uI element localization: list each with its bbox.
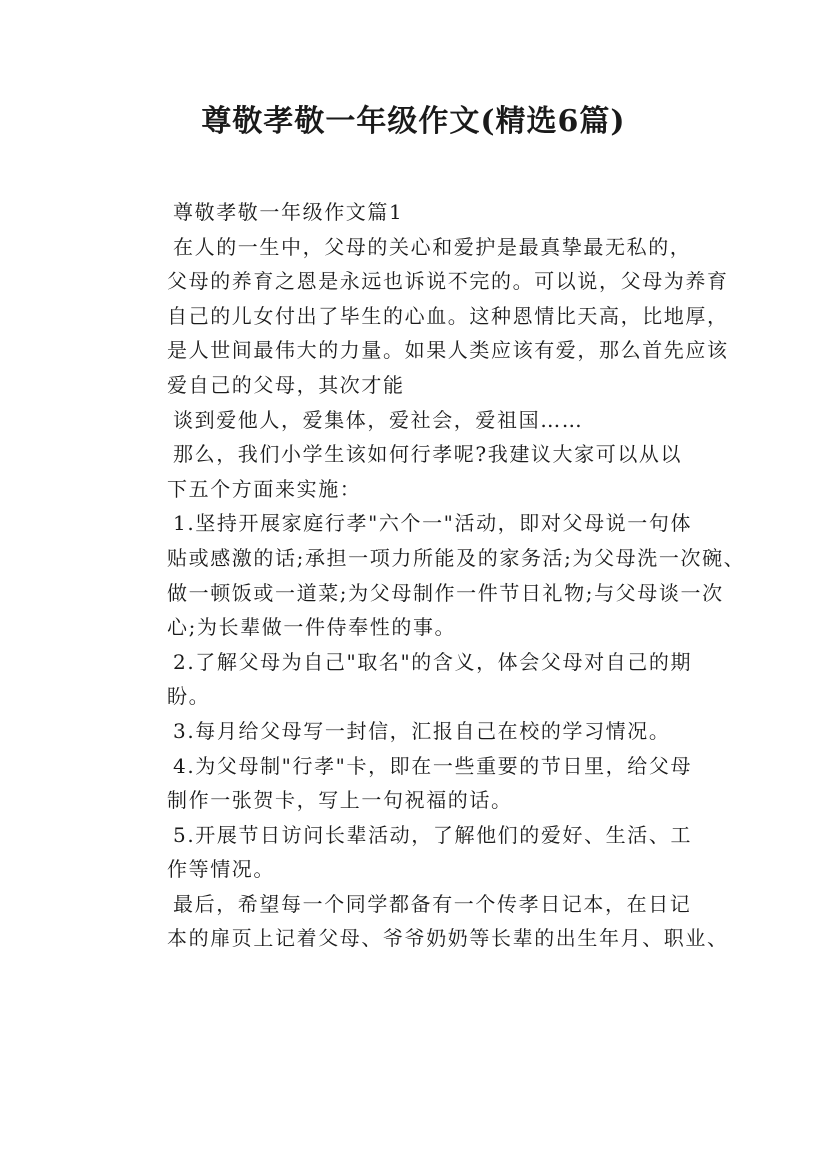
- line-5: 是人世间最伟大的力量。如果人类应该有爱，那么首先应该: [167, 338, 729, 363]
- text-line: [127, 852, 707, 887]
- text-line: [127, 749, 707, 784]
- text-line: [127, 541, 746, 576]
- line-6: 爱自己的父母，其次才能: [167, 372, 405, 397]
- line-12: 做一顿饭或一道菜;为父母制作一件节日礼物;与父母谈一次: [167, 580, 724, 605]
- text-line: [127, 818, 707, 853]
- text-line: [127, 714, 707, 749]
- text-line: [127, 921, 729, 956]
- text-line: [127, 437, 707, 472]
- line-14: 2.了解父母为自己"取名"的含义，体会父母对自己的期: [173, 649, 693, 674]
- line-15: 盼。: [167, 684, 211, 709]
- text-line: [127, 679, 707, 714]
- text-line: [127, 403, 707, 438]
- line-21: 最后，希望每一个同学都备有一个传孝日记本，在日记: [173, 891, 692, 916]
- line-4: 自己的儿女付出了毕生的心血。这种恩情比天高，比地厚，: [167, 303, 729, 328]
- text-line: [127, 299, 729, 334]
- line-2: 在人的一生中，父母的关心和爱护是最真挚最无私的，: [173, 234, 692, 259]
- text-line: [127, 230, 707, 265]
- line-11: 贴或感激的话;承担一项力所能及的家务活;为父母洗一次碗、: [167, 545, 746, 570]
- text-line: [127, 645, 707, 680]
- line-1: 尊敬孝敬一年级作文篇1: [173, 200, 404, 224]
- line-8: 那么，我们小学生该如何行孝呢?我建议大家可以从以: [173, 442, 683, 467]
- line-7: 谈到爱他人，爱集体，爱社会，爱祖国……: [173, 407, 584, 432]
- line-19: 5.开展节日访问长辈活动，了解他们的爱好、生活、工: [173, 822, 693, 847]
- text-line: [127, 506, 707, 541]
- line-20: 作等情况。: [167, 857, 275, 882]
- text-line: [127, 610, 707, 645]
- text-line: [127, 264, 729, 299]
- text-line: [127, 472, 707, 507]
- document-body: [127, 195, 746, 956]
- text-line: [127, 887, 707, 922]
- text-line: [127, 576, 724, 611]
- line-18: 制作一张贺卡，写上一句祝福的话。: [167, 788, 513, 813]
- line-13: 心;为长辈做一件侍奉性的事。: [167, 615, 457, 640]
- line-16: 3.每月给父母写一封信，汇报自己在校的学习情况。: [173, 718, 671, 743]
- text-line: [127, 368, 707, 403]
- line-22: 本的扉页上记着父母、爷爷奶奶等长辈的出生年月、职业、: [167, 926, 729, 951]
- text-line: [127, 783, 707, 818]
- line-3: 父母的养育之恩是永远也诉说不完的。可以说，父母为养育: [167, 269, 729, 294]
- line-10: 1.坚持开展家庭行孝"六个一"活动，即对父母说一句体: [173, 511, 693, 536]
- line-17: 4.为父母制"行孝"卡，即在一些重要的节日里，给父母: [173, 753, 693, 778]
- text-line: [127, 195, 707, 230]
- document-title: 尊敬孝敬一年级作文(精选6篇): [201, 104, 626, 139]
- line-9: 下五个方面来实施：: [167, 476, 362, 501]
- text-line: [127, 333, 729, 368]
